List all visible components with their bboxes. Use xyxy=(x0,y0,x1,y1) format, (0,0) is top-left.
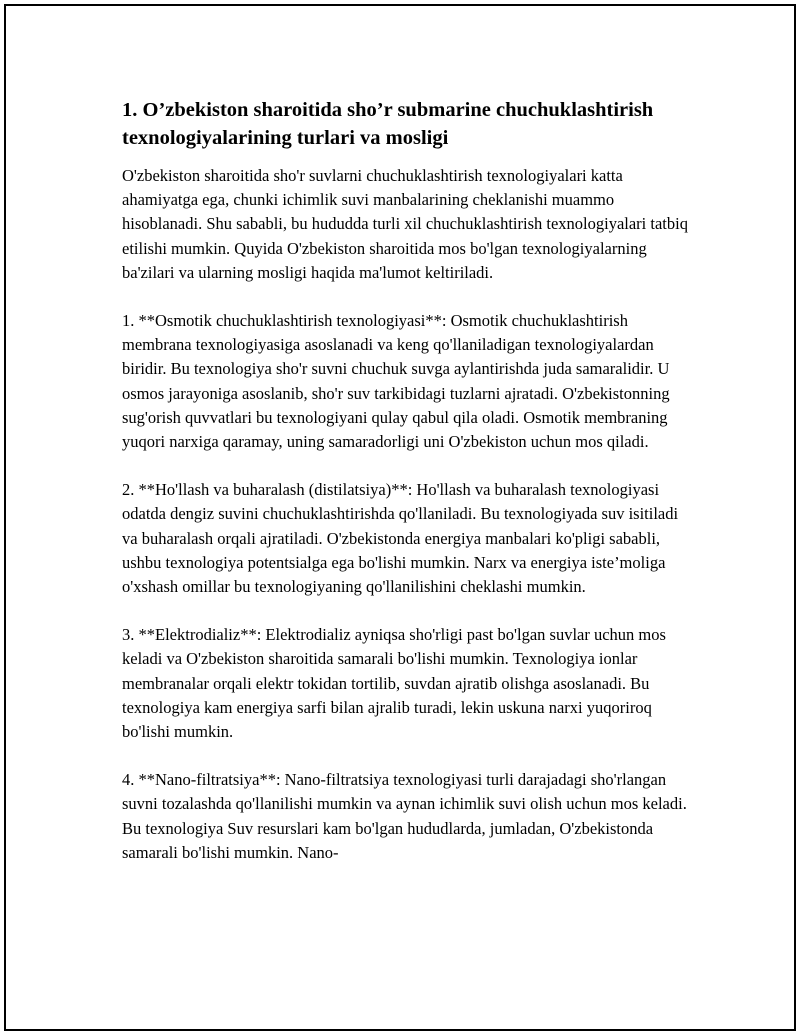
paragraph-osmotic: 1. **Osmotik chuchuklashtirish texnologiyasi**: Osmotik chuchuklashtirish membrana texnologiyasiga asoslanadi va keng qo'llaniladigan texnologiyalardan biridir. Bu texnologiya sho'r suvni chuchuk suvga aylantirishda juda samaralidir. U osmos jarayoniga asoslanib, sho'r suv tarkibidagi tuzlarni ajratadi. O'zbekistonning sug'orish quvvatlari bu texnologiyani qulay qabul qila oladi. Osmotik membraning yuqori narxiga qaramay, uning samaradorligi uni O'zbekiston uchun mos qiladi. xyxy=(122,311,670,452)
intro-paragraph: O'zbekiston sharoitida sho'r suvlarni chuchuklashtirish texnologiyalari katta ahamiyatga ega, chunki ichimlik suvi manbalarining cheklanishi muammo hisoblanadi. Shu sababli, bu hududda turli xil chuchuklashtirish texnologiyalari tatbiq etilishi mumkin. Quyida O'zbekiston sharoitida mos bo'lgan texnologiyalarning ba'zilari va ularning mosligi haqida ma'lumot keltiriladi. xyxy=(122,166,688,282)
document-content xyxy=(122,96,692,889)
document-page xyxy=(4,4,796,1031)
paragraph-electrodialysis: 3. **Elektrodializ**: Elektrodializ ayniqsa sho'rligi past bo'lgan suvlar uchun mos keladi va O'zbekiston sharoitida samarali bo'lishi mumkin. Texnologiya ionlar membranalar orqali elektr tokidan tortilib, suvdan ajratib olishga asoslanadi. Bu texnologiya kam energiya sarfi bilan ajralib turadi, lekin uskuna narxi yuqoriroq bo'lishi mumkin. xyxy=(122,625,666,742)
document-title: 1. O’zbekiston sharoitida sho’r submarine chuchuklashtirish texnologiyalarining turlari va mosligi xyxy=(122,99,654,149)
paragraph-distillation: 2. **Ho'llash va buharalash (distilatsiya)**: Ho'llash va buharalash texnologiyasi odatda dengiz suvini chuchuklashtirishda qo'llaniladi. Bu texnologiyada suv isitiladi va buharalash orqali ajratiladi. O'zbekistonda energiya manbalari ko'pligi sababli, ushbu texnologiya potentsialga ega bo'lishi mumkin. Narx va energiya iste’moliga o'xshash omillar bu texnologiyaning qo'llanilishini cheklashi mumkin. xyxy=(122,480,679,597)
paragraph-nanofiltration: 4. **Nano-filtratsiya**: Nano-filtratsiya texnologiyasi turli darajadagi sho'rlangan suvni tozalashda qo'llanilishi mumkin va aynan ichimlik suvi olish uchun mos keladi. Bu texnologiya Suv resurslari kam bo'lgan hududlarda, jumladan, O'zbekistonda samarali bo'lishi mumkin. Nano- xyxy=(122,770,687,862)
